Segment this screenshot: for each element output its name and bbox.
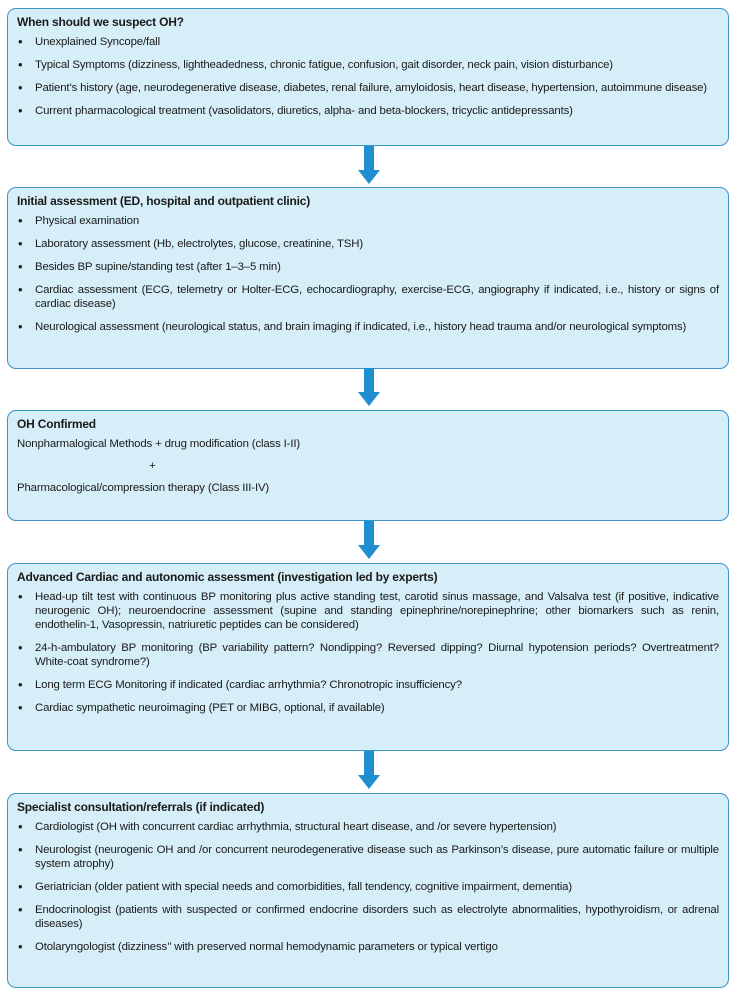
list-item: • Endocrinologist (patients with suspected or confirmed endocrine disorders such as electrolyte abnormalities, hypothyroidism, or adrenal diseases) <box>17 903 719 931</box>
box-title: Initial assessment (ED, hospital and outpatient clinic) <box>17 194 311 208</box>
box-title: When should we suspect OH? <box>17 15 184 29</box>
down-arrow-icon <box>358 751 380 789</box>
list-item: • Physical examination <box>17 214 719 228</box>
list-item: • Cardiologist (OH with concurrent cardiac arrhythmia, structural heart disease, and /or severe hypertension) <box>17 820 719 834</box>
list-item: • Neurologist (neurogenic OH and /or concurrent neurodegenerative disease such as Parkinson’s disease, pure automatic failure or multiple system atrophy) <box>17 843 719 871</box>
box-oh-confirmed <box>7 410 729 521</box>
list-item: • Geriatrician (older patient with special needs and comorbidities, fall tendency, cognitive impairment, dementia) <box>17 880 719 894</box>
list-item: • Typical Symptoms (dizziness, lightheadedness, chronic fatigue, confusion, gait disorder, neck pain, vision disturbance) <box>17 58 719 72</box>
down-arrow-icon <box>358 521 380 559</box>
list-item: • 24-h-ambulatory BP monitoring (BP variability pattern? Nondipping? Reversed dipping? Diurnal hypotension periods? Overtreatment? White-coat syndrome?) <box>17 641 719 669</box>
treatment-line-pharmacological: Pharmacological/compression therapy (Class III-IV) <box>17 482 270 494</box>
treatment-line-nonpharmacological: Nonpharmalogical Methods + drug modification (class I-II) <box>17 438 300 450</box>
box-title: Advanced Cardiac and autonomic assessment (investigation led by experts) <box>17 570 438 584</box>
bullet-list <box>17 820 719 954</box>
list-item: • Otolaryngologist (dizziness’’ with preserved normal hemodynamic parameters or typical vertigo <box>17 940 719 954</box>
bullet-list <box>17 214 719 334</box>
box-title: OH Confirmed <box>17 417 96 431</box>
list-item: • Neurological assessment (neurological status, and brain imaging if indicated, i.e., history head trauma and/or neurological symptoms) <box>17 320 719 334</box>
down-arrow-icon <box>358 368 380 406</box>
box-advanced-assessment <box>7 563 729 751</box>
list-item: • Head-up tilt test with continuous BP monitoring plus active standing test, carotid sinus massage, and Valsalva test (if positive, indicative neurogenic OH); neuroendocrine assessment (supine and standing epinephrine/norepinephrine; other biomarkers such as renin, endothelin-1, Vasopressin, natriuretic peptides can be considered) <box>17 590 719 632</box>
box-initial-assessment <box>7 187 729 369</box>
down-arrow-icon <box>358 146 380 184</box>
list-item: • Current pharmacological treatment (vasolidators, diuretics, alpha- and beta-blockers, tricyclic antidepressants) <box>17 104 719 118</box>
box-suspect-oh <box>7 8 729 146</box>
box-specialist-referrals <box>7 793 729 988</box>
box-title: Specialist consultation/referrals (if indicated) <box>17 800 265 814</box>
bullet-list <box>17 590 719 715</box>
list-item: • Besides BP supine/standing test (after 1–3–5 min) <box>17 260 719 274</box>
bullet-list <box>17 35 719 118</box>
plus-sign: + <box>149 460 156 472</box>
list-item: • Cardiac sympathetic neuroimaging (PET or MIBG, optional, if available) <box>17 701 719 715</box>
list-item: • Unexplained Syncope/fall <box>17 35 719 49</box>
list-item: • Long term ECG Monitoring if indicated (cardiac arrhythmia? Chronotropic insufficiency? <box>17 678 719 692</box>
list-item: • Patient’s history (age, neurodegenerative disease, diabetes, renal failure, amyloidosis, heart disease, hypertension, autoimmune disease) <box>17 81 719 95</box>
list-item: • Laboratory assessment (Hb, electrolytes, glucose, creatinine, TSH) <box>17 237 719 251</box>
list-item: • Cardiac assessment (ECG, telemetry or Holter-ECG, echocardiography, exercise-ECG, angiography if indicated, i.e., history or signs of cardiac disease) <box>17 283 719 311</box>
